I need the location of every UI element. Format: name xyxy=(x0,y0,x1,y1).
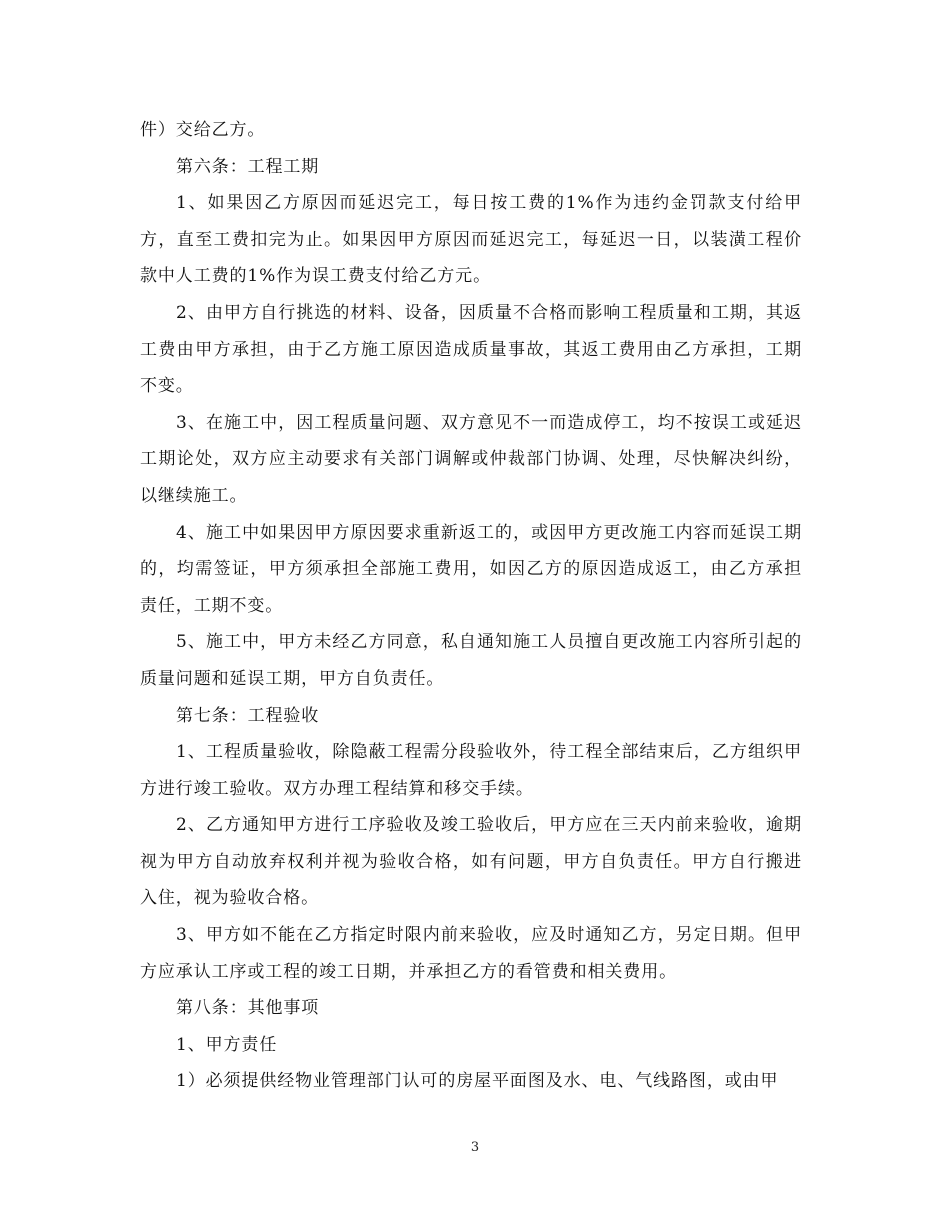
paragraph-article-7-item-2: 2、乙方通知甲方进行工序验收及竣工验收后，甲方应在三天内前来验收，逾期视为甲方自动放弃权利并视为验收合格，如有问题，甲方自负责任。甲方自行搬进入住，视为验收合格。 xyxy=(140,815,802,909)
paragraph-article-6-item-3: 3、在施工中，因工程质量问题、双方意见不一而造成停工，均不按误工或延迟工期论处，双方应主动要求有关部门调解或仲裁部门协调、处理，尽快解决纠纷，以继续施工。 xyxy=(140,412,802,506)
paragraph-article-7-item-3: 3、甲方如不能在乙方指定时限内前来验收，应及时通知乙方，另定日期。但甲方应承认工序或工程的竣工日期，并承担乙方的看管费和相关费用。 xyxy=(140,925,802,982)
paragraph-article-7-item-1: 1、工程质量验收，除隐蔽工程需分段验收外，待工程全部结束后，乙方组织甲方进行竣工验收。双方办理工程结算和移交手续。 xyxy=(140,742,802,799)
subheading-party-a-responsibility: 1、甲方责任 xyxy=(176,1034,278,1055)
document-body xyxy=(140,112,802,1100)
section-heading-article-8: 第八条：其他事项 xyxy=(176,998,320,1019)
paragraph-article-6-item-1: 1、如果因乙方原因而延迟完工，每日按工费的1%作为违约金罚款支付给甲方，直至工费扣完为止。如果因甲方原因而延迟完工，每延迟一日，以装潢工程价款中人工费的1%作为误工费支付给乙方元。 xyxy=(140,193,802,287)
section-heading-article-7: 第七条：工程验收 xyxy=(176,705,320,726)
paragraph-article-6-item-2: 2、由甲方自行挑选的材料、设备，因质量不合格而影响工程质量和工期，其返工费由甲方承担，由于乙方施工原因造成质量事故，其返工费用由乙方承担，工期不变。 xyxy=(140,302,802,397)
page-number: 3 xyxy=(470,1140,480,1155)
paragraph-article-8-item-1-1: 1）必须提供经物业管理部门认可的房屋平面图及水、电、气线路图，或由甲 xyxy=(176,1071,779,1092)
paragraph-article-6-item-5: 5、施工中，甲方未经乙方同意，私自通知施工人员擅自更改施工内容所引起的质量问题和延误工期，甲方自负责任。 xyxy=(140,632,802,689)
paragraph-continuation: 件）交给乙方。 xyxy=(140,120,266,140)
section-heading-article-6: 第六条：工程工期 xyxy=(176,156,320,177)
paragraph-article-6-item-4: 4、施工中如果因甲方原因要求重新返工的，或因甲方更改施工内容而延误工期的，均需签证，甲方须承担全部施工费用，如因乙方的原因造成返工，由乙方承担责任，工期不变。 xyxy=(140,522,802,616)
